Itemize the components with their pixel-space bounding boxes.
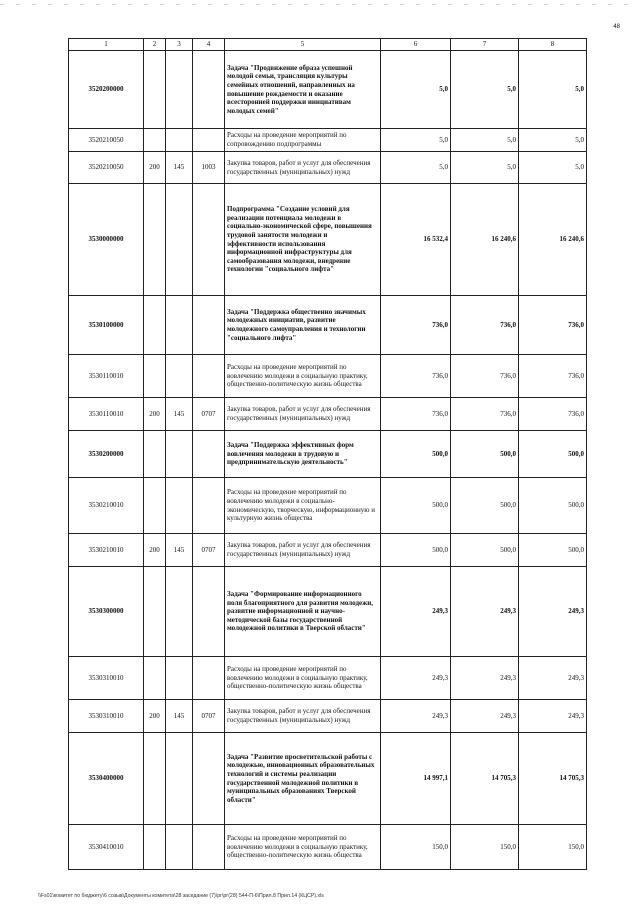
column-3-cell: 145	[166, 398, 193, 431]
column-2-cell: 200	[144, 398, 166, 431]
amount-col7-cell: 14 705,3	[451, 733, 519, 825]
description-cell: Закупка товаров, работ и услуг для обеспечения государственных (муниципальных) нужд	[225, 152, 381, 184]
code-cell: 3530410010	[69, 825, 144, 870]
amount-col7-cell: 5,0	[451, 152, 519, 184]
amount-col6-cell: 249,3	[381, 657, 451, 700]
table-row	[69, 733, 587, 825]
header-cell: 6	[381, 39, 451, 51]
column-4-cell	[193, 825, 225, 870]
amount-col8-cell: 736,0	[519, 398, 587, 431]
description-cell: Закупка товаров, работ и услуг для обеспечения государственных (муниципальных) нужд	[225, 398, 381, 431]
code-cell: 3520200000	[69, 51, 144, 129]
column-2-cell	[144, 431, 166, 478]
description-cell: Закупка товаров, работ и услуг для обеспечения государственных (муниципальных) нужд	[225, 534, 381, 567]
code-cell: 3530210010	[69, 534, 144, 567]
column-3-cell: 145	[166, 152, 193, 184]
page-number: 48	[613, 24, 620, 30]
amount-col6-cell: 150,0	[381, 825, 451, 870]
header-cell: 2	[144, 39, 166, 51]
amount-col6-cell: 16 532,4	[381, 184, 451, 296]
column-3-cell	[166, 733, 193, 825]
table-row	[69, 51, 587, 129]
amount-col6-cell: 249,3	[381, 700, 451, 733]
amount-col7-cell: 249,3	[451, 657, 519, 700]
amount-col8-cell: 5,0	[519, 51, 587, 129]
column-3-cell	[166, 478, 193, 534]
code-cell: 3530200000	[69, 431, 144, 478]
header-row	[69, 39, 587, 51]
code-cell: 3530110010	[69, 355, 144, 398]
amount-col8-cell: 5,0	[519, 129, 587, 152]
amount-col6-cell: 5,0	[381, 51, 451, 129]
amount-col7-cell: 16 240,6	[451, 184, 519, 296]
header-cell: 3	[166, 39, 193, 51]
column-4-cell	[193, 184, 225, 296]
amount-col8-cell: 736,0	[519, 296, 587, 355]
column-2-cell	[144, 355, 166, 398]
description-cell: Подпрограмма "Создание условий для реализации потенциала молодежи в социально-экономической сфере, повышения трудовой занятости молодежи и эффективности использования информационной инфраструктуры для самообразования молодежи, внедрение технологии "социального лифта"	[225, 184, 381, 296]
column-4-cell	[193, 567, 225, 657]
column-4-cell	[193, 733, 225, 825]
amount-col7-cell: 736,0	[451, 296, 519, 355]
amount-col7-cell: 500,0	[451, 431, 519, 478]
description-cell: Задача "Развитие просветительской работы с молодежью, инновационных образовательных технологий и системы реализации государственной молодежной политики в муниципальных образованиях Тверской области"	[225, 733, 381, 825]
amount-col8-cell: 500,0	[519, 534, 587, 567]
amount-col7-cell: 5,0	[451, 129, 519, 152]
table-row	[69, 825, 587, 870]
column-2-cell	[144, 184, 166, 296]
column-2-cell: 200	[144, 152, 166, 184]
code-cell: 3530110010	[69, 398, 144, 431]
header-cell: 8	[519, 39, 587, 51]
column-3-cell: 145	[166, 534, 193, 567]
amount-col7-cell: 736,0	[451, 355, 519, 398]
column-4-cell: 0707	[193, 700, 225, 733]
description-cell: Задача "Поддержка общественно значимых молодежных инициатив, развитие молодежного самоуправления и технологии "социального лифта"	[225, 296, 381, 355]
file-path-footer: \\Fs01\комитет по бюджету\6 созыв\Документы комитета\28 заседание (7)\рг\рг(28) 544-П-6\Прил.8 Прил.14 (КЦСР).xls	[38, 893, 324, 899]
code-cell: 3520210050	[69, 129, 144, 152]
header-cell: 1	[69, 39, 144, 51]
column-3-cell	[166, 567, 193, 657]
description-cell: Расходы на проведение мероприятий по вовлечению молодежи в социальную практику, общественно-политическую жизнь общества	[225, 355, 381, 398]
table-row	[69, 431, 587, 478]
column-4-cell	[193, 657, 225, 700]
amount-col6-cell: 5,0	[381, 129, 451, 152]
description-cell: Расходы на проведение мероприятий по сопровождению подпрограммы	[225, 129, 381, 152]
column-4-cell	[193, 296, 225, 355]
table-row	[69, 534, 587, 567]
amount-col7-cell: 5,0	[451, 51, 519, 129]
column-4-cell	[193, 129, 225, 152]
amount-col7-cell: 736,0	[451, 398, 519, 431]
description-cell: Расходы на проведение мероприятий по вовлечению молодежи в социально-экономическую, творческую, информационную и культурную жизнь общества	[225, 478, 381, 534]
code-cell: 3530100000	[69, 296, 144, 355]
budget-table	[68, 38, 587, 870]
amount-col6-cell: 14 997,1	[381, 733, 451, 825]
description-cell: Расходы на проведение мероприятий по вовлечению молодежи в социальную практику, общественно-политическую жизнь общества	[225, 825, 381, 870]
amount-col7-cell: 500,0	[451, 478, 519, 534]
amount-col6-cell: 736,0	[381, 355, 451, 398]
column-4-cell	[193, 478, 225, 534]
amount-col8-cell: 5,0	[519, 152, 587, 184]
amount-col7-cell: 249,3	[451, 700, 519, 733]
column-3-cell	[166, 129, 193, 152]
description-cell: Задача "Поддержка эффективных форм вовлечения молодежи в трудовую и предпринимательскую деятельность"	[225, 431, 381, 478]
column-3-cell	[166, 657, 193, 700]
table-row	[69, 152, 587, 184]
table-row	[69, 700, 587, 733]
amount-col6-cell: 736,0	[381, 398, 451, 431]
amount-col8-cell: 249,3	[519, 657, 587, 700]
table-row	[69, 478, 587, 534]
column-4-cell: 1003	[193, 152, 225, 184]
amount-col8-cell: 249,3	[519, 567, 587, 657]
table-row	[69, 296, 587, 355]
description-cell: Задача "Формирование информационного поля благоприятного для развития молодежи, развитие информационной и научно-методической базы государственной молодежной политики в Тверской области"	[225, 567, 381, 657]
column-2-cell	[144, 296, 166, 355]
table-row	[69, 657, 587, 700]
column-2-cell	[144, 129, 166, 152]
code-cell: 3530310010	[69, 700, 144, 733]
code-cell: 3530310010	[69, 657, 144, 700]
amount-col6-cell: 736,0	[381, 296, 451, 355]
scan-artifact-line	[0, 4, 640, 5]
column-2-cell	[144, 478, 166, 534]
code-cell: 3530300000	[69, 567, 144, 657]
header-cell: 4	[193, 39, 225, 51]
column-3-cell	[166, 51, 193, 129]
column-3-cell	[166, 184, 193, 296]
amount-col8-cell: 249,3	[519, 700, 587, 733]
code-cell: 3530400000	[69, 733, 144, 825]
code-cell: 3530210010	[69, 478, 144, 534]
column-2-cell	[144, 657, 166, 700]
column-4-cell: 0707	[193, 534, 225, 567]
column-3-cell	[166, 825, 193, 870]
description-cell: Задача "Продвижение образа успешной молодой семьи, трансляция культуры семейных отношений, направленных на повышение рождаемости и оказание всесторонней поддержки инициативам молодых семей"	[225, 51, 381, 129]
amount-col8-cell: 150,0	[519, 825, 587, 870]
code-cell: 3520210050	[69, 152, 144, 184]
amount-col8-cell: 16 240,6	[519, 184, 587, 296]
amount-col7-cell: 150,0	[451, 825, 519, 870]
table-body	[69, 51, 587, 870]
column-2-cell	[144, 51, 166, 129]
header-cell: 7	[451, 39, 519, 51]
column-3-cell: 145	[166, 700, 193, 733]
header-cell: 5	[225, 39, 381, 51]
description-cell: Закупка товаров, работ и услуг для обеспечения государственных (муниципальных) нужд	[225, 700, 381, 733]
amount-col7-cell: 249,3	[451, 567, 519, 657]
column-4-cell: 0707	[193, 398, 225, 431]
amount-col8-cell: 500,0	[519, 478, 587, 534]
amount-col6-cell: 500,0	[381, 431, 451, 478]
table-row	[69, 129, 587, 152]
amount-col6-cell: 500,0	[381, 478, 451, 534]
description-cell: Расходы на проведение мероприятий по вовлечению молодежи в социальную практику, общественно-политическую жизнь общества	[225, 657, 381, 700]
column-2-cell	[144, 825, 166, 870]
table-row	[69, 398, 587, 431]
column-2-cell: 200	[144, 534, 166, 567]
amount-col6-cell: 500,0	[381, 534, 451, 567]
column-3-cell	[166, 431, 193, 478]
column-4-cell	[193, 51, 225, 129]
code-cell: 3530000000	[69, 184, 144, 296]
amount-col6-cell: 249,3	[381, 567, 451, 657]
column-2-cell	[144, 733, 166, 825]
table-row	[69, 184, 587, 296]
table-row	[69, 567, 587, 657]
column-4-cell	[193, 431, 225, 478]
column-2-cell	[144, 567, 166, 657]
amount-col8-cell: 500,0	[519, 431, 587, 478]
column-3-cell	[166, 296, 193, 355]
amount-col8-cell: 14 705,3	[519, 733, 587, 825]
amount-col7-cell: 500,0	[451, 534, 519, 567]
amount-col6-cell: 5,0	[381, 152, 451, 184]
column-4-cell	[193, 355, 225, 398]
table-row	[69, 355, 587, 398]
amount-col8-cell: 736,0	[519, 355, 587, 398]
column-2-cell: 200	[144, 700, 166, 733]
column-3-cell	[166, 355, 193, 398]
